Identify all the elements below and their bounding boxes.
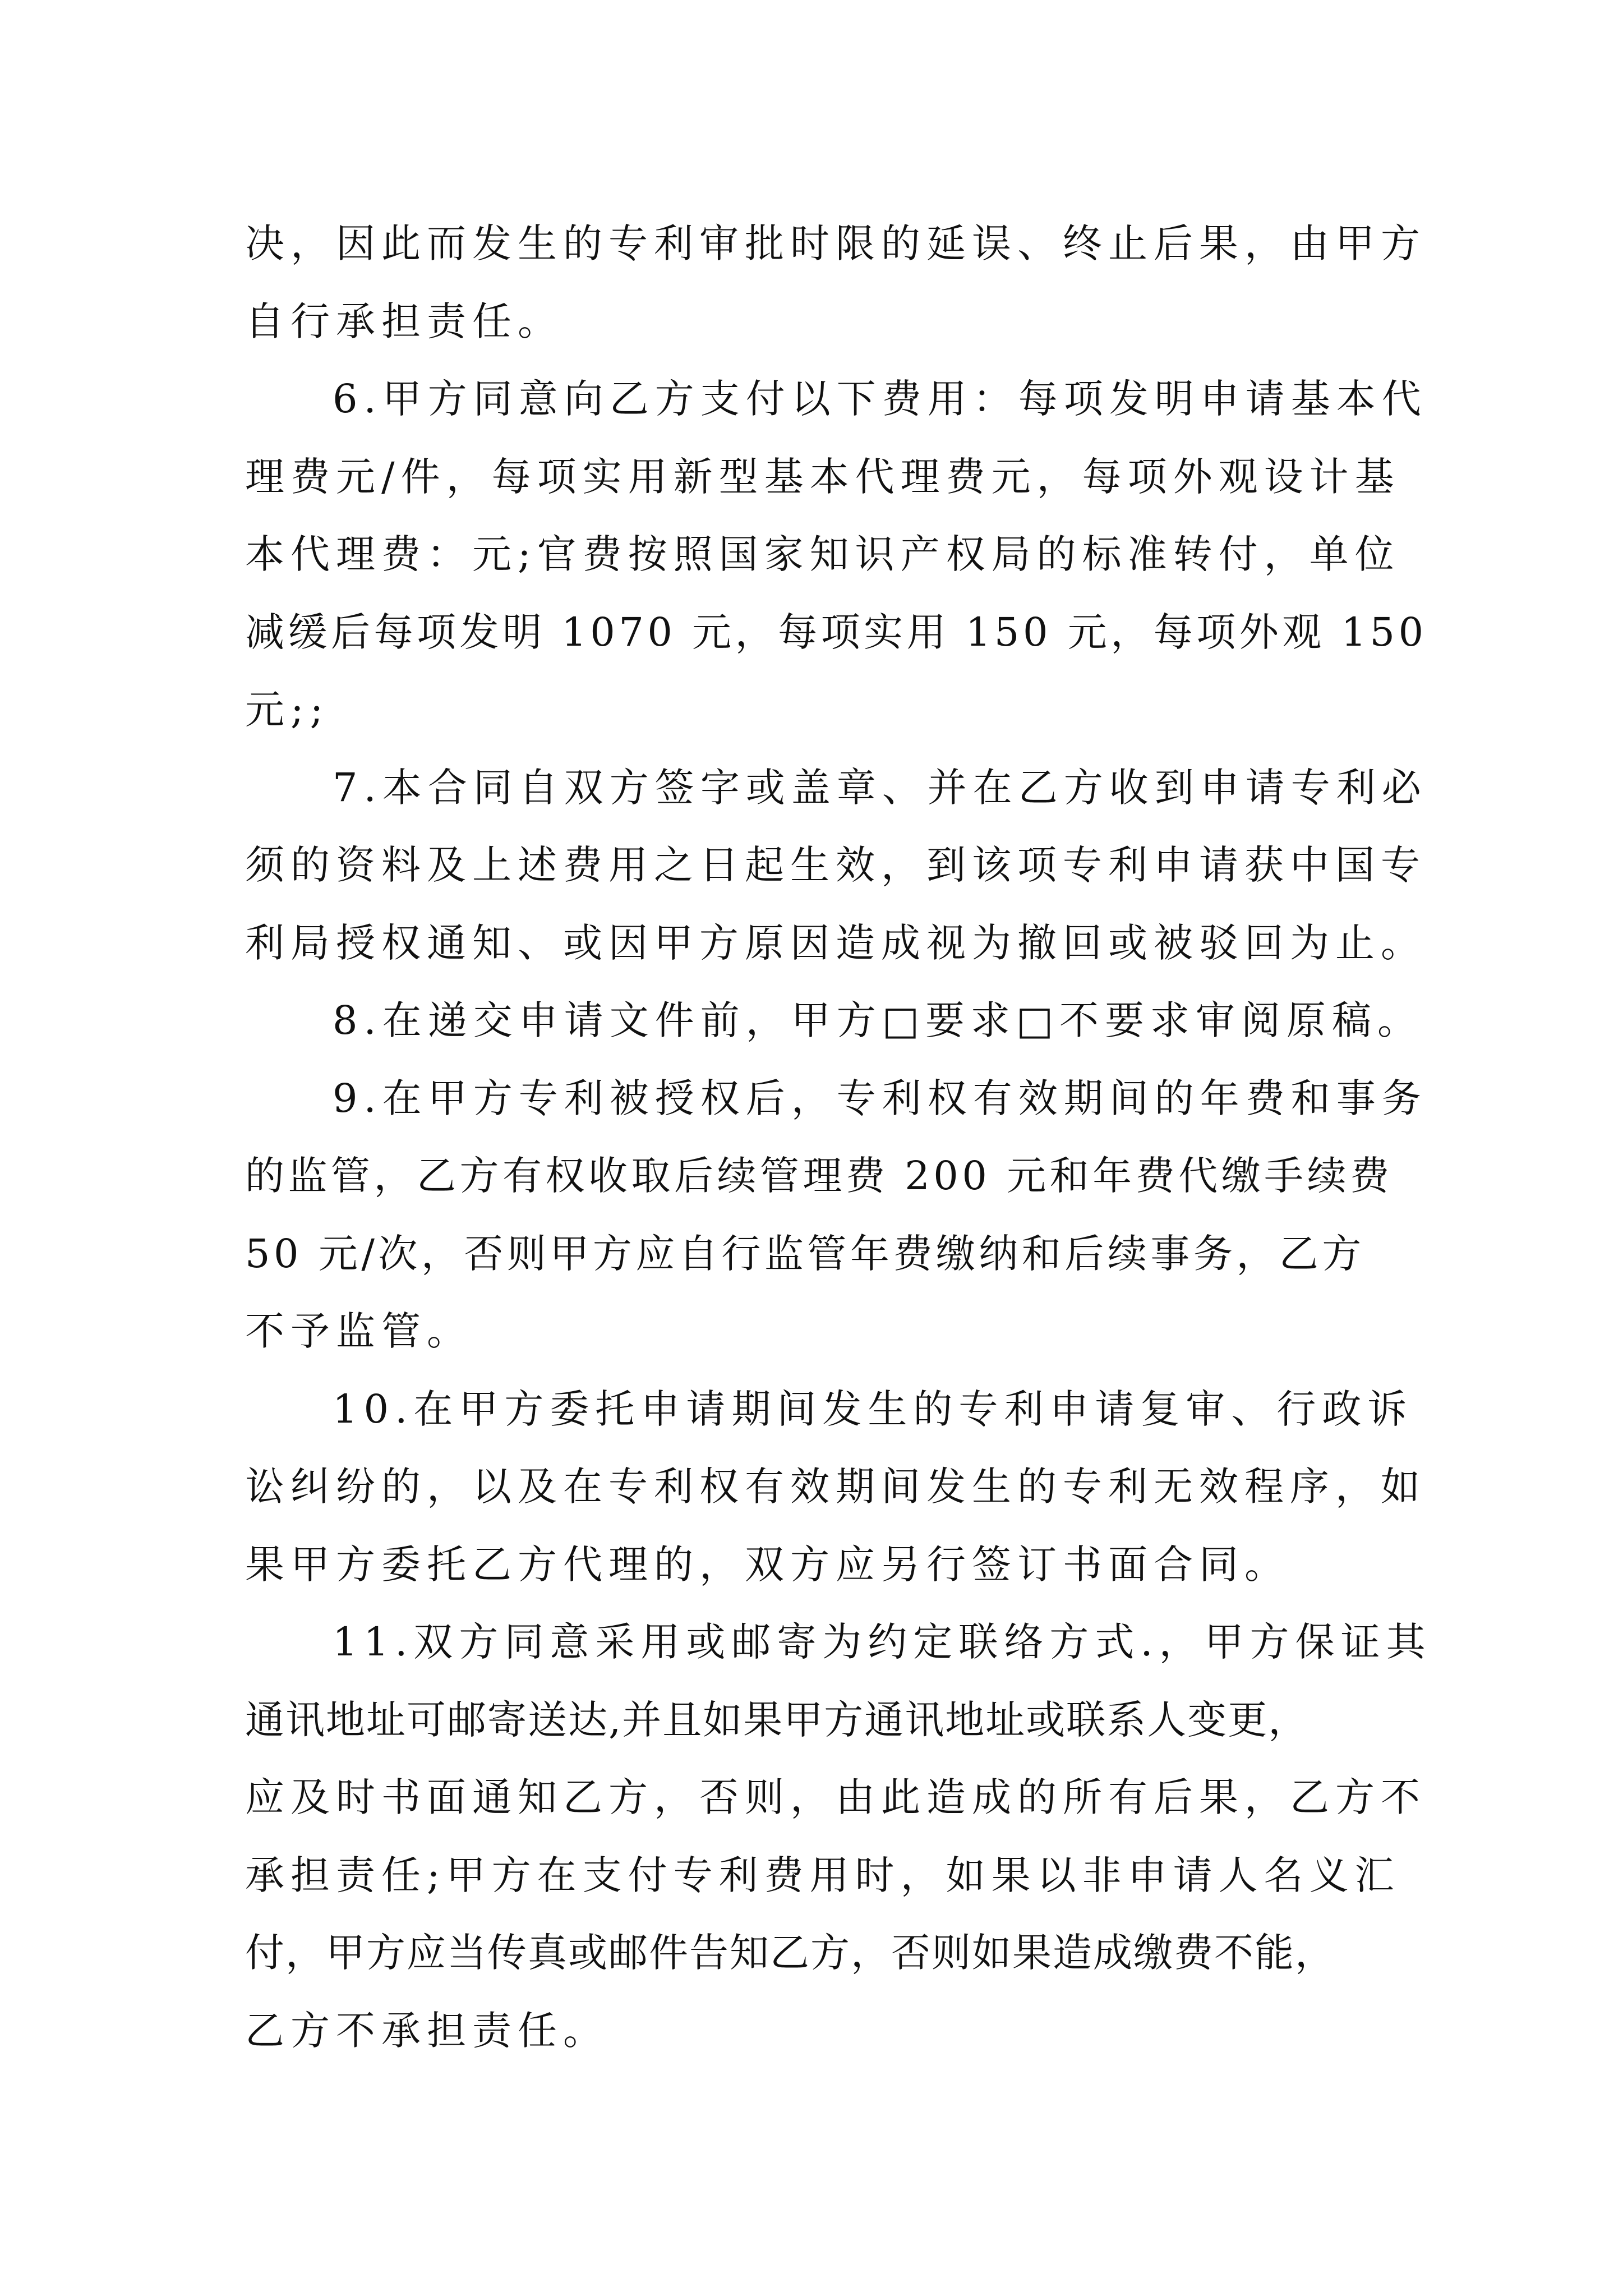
text-line: 的监管，乙方有权收取后续管理费 200 元和年费代缴手续费 bbox=[245, 1153, 1393, 1199]
text-line: 讼纠纷的，以及在专利权有效期间发生的专利无效程序，如 bbox=[245, 1464, 1426, 1510]
text-line: 须的资料及上述费用之日起生效，到该项专利申请获中国专 bbox=[245, 842, 1426, 888]
text-line: 决，因此而发生的专利审批时限的延误、终止后果，由甲方 bbox=[245, 220, 1426, 266]
text-line: 利局授权通知、或因甲方原因造成视为撤回或被驳回为止。 bbox=[245, 919, 1426, 966]
paragraph-8 bbox=[245, 982, 1423, 1060]
text-line: 8.在递交申请文件前，甲方□要求□不要求审阅原稿。 bbox=[333, 997, 1423, 1043]
paragraph-7 bbox=[245, 749, 1427, 982]
text-line: 果甲方委托乙方代理的，双方应另行签订书面合同。 bbox=[245, 1541, 1290, 1588]
text-line: 乙方不承担责任。 bbox=[245, 2007, 608, 2054]
text-line: 自行承担责任。 bbox=[245, 298, 563, 344]
document-body bbox=[245, 205, 1432, 2069]
text-line: 11.双方同意采用或邮寄为约定联络方式.，甲方保证其 bbox=[333, 1619, 1432, 1665]
text-line: 理费元/件，每项实用新型基本代理费元，每项外观设计基 bbox=[245, 453, 1400, 500]
text-line: 应及时书面通知乙方，否则，由此造成的所有后果，乙方不 bbox=[245, 1774, 1426, 1820]
text-line: 承担责任;甲方在支付专利费用时，如果以非申请人名义汇 bbox=[245, 1852, 1400, 1898]
text-line: 6.甲方同意向乙方支付以下费用：每项发明申请基本代 bbox=[333, 376, 1427, 422]
text-line: 通讯地址可邮寄送达,并且如果甲方通讯地址或联系人变更， bbox=[245, 1696, 1309, 1743]
text-line: 本代理费：元;官费按照国家知识产权局的标准转付，单位 bbox=[245, 531, 1400, 577]
text-line: 付，甲方应当传真或邮件告知乙方，否则如果造成缴费不能， bbox=[245, 1930, 1335, 1976]
text-line: 不予监管。 bbox=[245, 1308, 472, 1354]
text-line: 减缓后每项发明 1070 元，每项实用 150 元，每项外观 150 bbox=[245, 609, 1427, 655]
paragraph-10 bbox=[245, 1370, 1426, 1604]
text-line: 7.本合同自双方签字或盖章、并在乙方收到申请专利必 bbox=[333, 764, 1427, 811]
text-line: 9.在甲方专利被授权后，专利权有效期间的年费和事务 bbox=[333, 1075, 1427, 1121]
paragraph-11 bbox=[245, 1603, 1432, 2069]
text-line: 10.在甲方委托申请期间发生的专利申请复审、行政诉 bbox=[333, 1386, 1413, 1432]
paragraph-5-continued bbox=[245, 205, 1426, 360]
paragraph-6 bbox=[245, 360, 1427, 749]
text-line: 50 元/次，否则甲方应自行监管年费缴纳和后续事务，乙方 bbox=[245, 1230, 1365, 1277]
paragraph-9 bbox=[245, 1060, 1427, 1370]
text-line: 元;; bbox=[245, 687, 330, 733]
